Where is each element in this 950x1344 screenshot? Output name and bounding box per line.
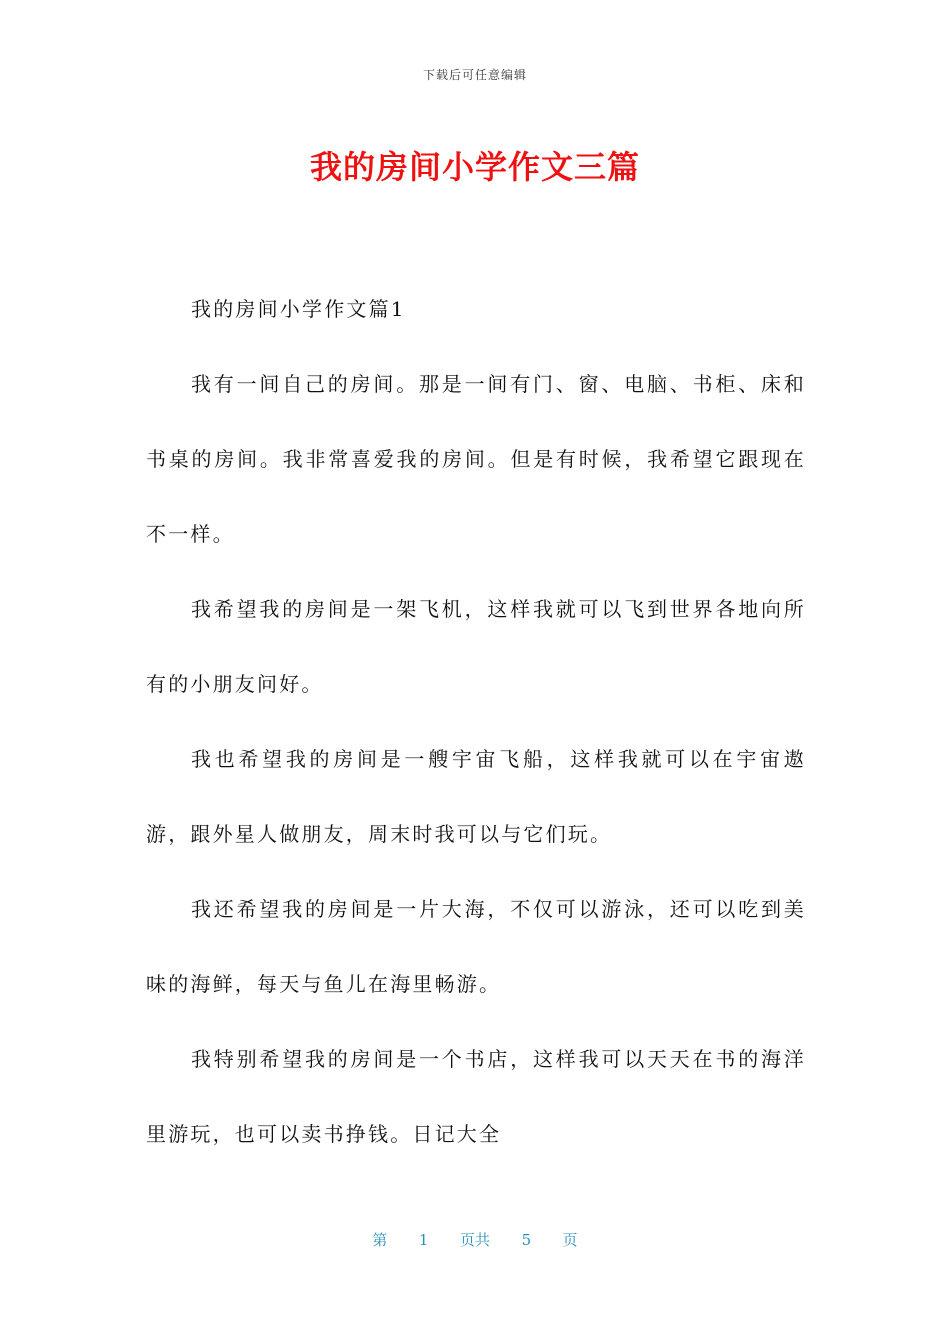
footer-prefix: 第 xyxy=(372,1231,388,1249)
paragraph: 我有一间自己的房间。那是一间有门、窗、电脑、书柜、床和书桌的房间。我非常喜爱我的房间。但是有时候，我希望它跟现在不一样。 xyxy=(146,372,806,546)
page-footer xyxy=(0,1229,950,1250)
section-heading: 我的房间小学作文篇1 xyxy=(191,297,406,321)
paragraph: 我也希望我的房间是一艘宇宙飞船，这样我就可以在宇宙遨游，跟外星人做朋友，周末时我可以与它们玩。 xyxy=(146,747,806,846)
paragraph: 我希望我的房间是一架飞机，这样我就可以飞到世界各地向所有的小朋友问好。 xyxy=(146,597,806,696)
footer-current-page: 1 xyxy=(418,1231,429,1249)
paragraph: 我还希望我的房间是一片大海，不仅可以游泳，还可以吃到美味的海鲜，每天与鱼儿在海里畅游。 xyxy=(146,897,806,996)
footer-middle: 页共 xyxy=(459,1231,490,1249)
footer-total-pages: 5 xyxy=(521,1231,532,1249)
header-note: 下载后可任意编辑 xyxy=(422,68,527,82)
paragraph: 我特别希望我的房间是一个书店，这样我可以天天在书的海洋里游玩，也可以卖书挣钱。日记大全 xyxy=(146,1047,806,1146)
footer-suffix: 页 xyxy=(562,1231,578,1249)
document-title: 我的房间小学作文三篇 xyxy=(309,148,640,186)
document-body xyxy=(146,272,806,1172)
